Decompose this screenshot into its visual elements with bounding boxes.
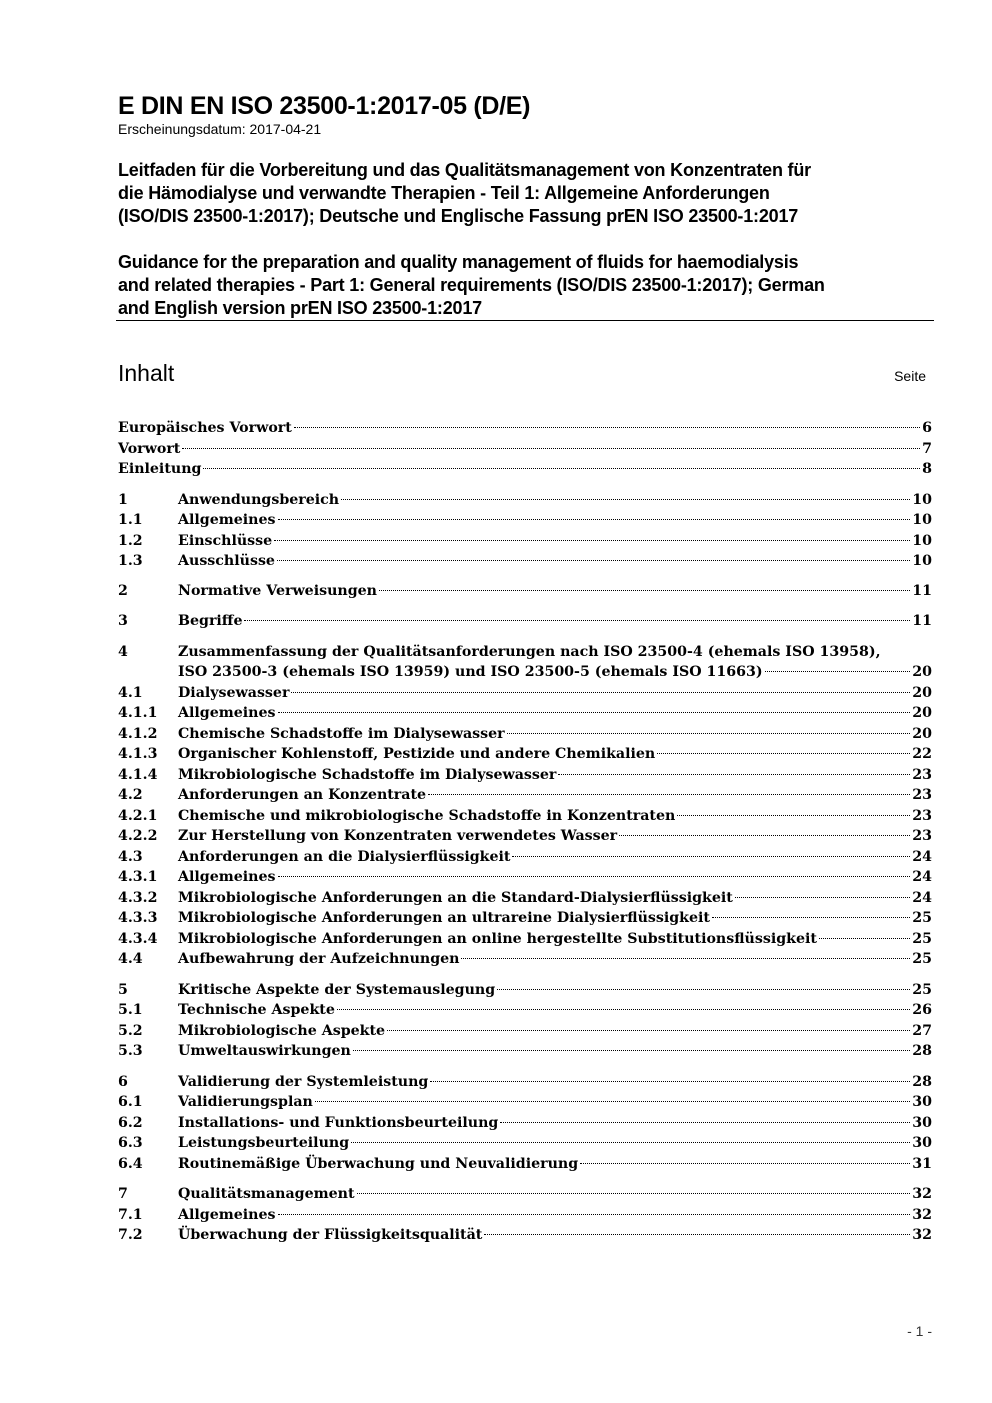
toc-entry-page: 11 — [912, 613, 932, 629]
toc-entry-number: 4.1.2 — [118, 725, 158, 742]
toc-dot-leader — [244, 620, 910, 621]
toc-entry-page: 30 — [912, 1135, 932, 1151]
toc-dot-leader — [315, 1101, 910, 1102]
toc-entry-number: 5.1 — [118, 1002, 143, 1018]
toc-dot-leader — [580, 1163, 910, 1164]
toc-dot-leader — [735, 897, 910, 898]
toc-entry[interactable] — [118, 1092, 932, 1113]
title-english-line: and related therapies - Part 1: General requirements (ISO/DIS 23500-1:2017); German — [118, 275, 825, 295]
toc-entry-page: 6 — [922, 420, 932, 436]
toc-entry[interactable] — [118, 1021, 932, 1042]
title-german-line: Leitfaden für die Vorbereitung und das Qualitätsmanagement von Konzentraten für — [118, 160, 811, 180]
header-divider — [116, 320, 934, 321]
toc-entry-number: 1.2 — [118, 532, 143, 549]
toc-entry-title: Europäisches Vorwort — [118, 420, 292, 436]
toc-entry-number: 1.1 — [118, 512, 143, 528]
toc-dot-leader — [712, 917, 910, 918]
toc-entry-page: 25 — [912, 951, 932, 967]
toc-entry[interactable] — [118, 459, 932, 480]
toc-entry-number: 6 — [118, 1073, 128, 1090]
title-english-line: and English version prEN ISO 23500-1:2017 — [118, 298, 482, 318]
toc-dot-leader — [484, 1234, 910, 1235]
toc-entry[interactable] — [118, 611, 932, 632]
toc-dot-leader — [461, 958, 910, 959]
toc-dot-leader — [677, 815, 910, 816]
toc-dot-leader — [512, 856, 910, 857]
toc-entry-page: 10 — [912, 553, 932, 569]
toc-entry[interactable] — [118, 1225, 932, 1246]
toc-entry-page: 32 — [912, 1206, 932, 1223]
toc-entry-title: Anforderungen an Konzentrate — [178, 787, 427, 803]
toc-entry-title: Mikrobiologische Anforderungen an ultrareine Dialysierflüssigkeit — [178, 910, 710, 926]
toc-entry-title: Einschlüsse — [178, 532, 273, 549]
toc-entry[interactable] — [118, 980, 932, 1001]
toc-dot-leader — [278, 712, 911, 713]
toc-entry[interactable] — [118, 1133, 932, 1154]
toc-dot-leader — [351, 1142, 910, 1143]
toc-entry-title: Routinemäßige Überwachung und Neuvalidierung — [178, 1155, 579, 1172]
page-number: - 1 - — [907, 1323, 932, 1339]
toc-entry[interactable] — [118, 744, 932, 765]
toc-dot-leader — [497, 989, 910, 990]
title-english-line: Guidance for the preparation and quality management of fluids for haemodialysis — [118, 252, 799, 272]
toc-entry-continuation[interactable] — [118, 662, 932, 683]
toc-entry-title: Mikrobiologische Anforderungen an online hergestellte Substitutionsflüssigkeit — [178, 930, 817, 947]
toc-entry-page: 10 — [912, 532, 932, 549]
toc-entry-title: Mikrobiologische Schadstoffe im Dialysewasser — [178, 766, 557, 783]
toc-entry-number: 5.3 — [118, 1043, 143, 1059]
toc-entry-number: 4.3.1 — [118, 869, 158, 885]
toc-entry-number: 6.2 — [118, 1114, 143, 1131]
title-german-line: (ISO/DIS 23500-1:2017); Deutsche und Englische Fassung prEN ISO 23500-1:2017 — [118, 206, 799, 226]
toc-entry[interactable] — [118, 765, 932, 786]
toc-entry-title: Dialysewasser — [178, 684, 290, 701]
toc-entry-number: 5 — [118, 981, 128, 998]
toc-entry-title: Ausschlüsse — [178, 553, 275, 569]
toc-entry-page: 23 — [912, 766, 932, 783]
toc-entry-number: 4.1 — [118, 684, 143, 701]
toc-entry-page: 24 — [912, 848, 932, 865]
toc-entry-title: Zusammenfassung der Qualitätsanforderungen nach ISO 23500-4 (ehemals ISO 13958), — [178, 643, 881, 660]
toc-entry[interactable] — [118, 418, 932, 439]
toc-entry-title: Anwendungsbereich — [178, 491, 340, 508]
toc-entry-title: Allgemeines — [178, 869, 276, 885]
toc-dot-leader — [379, 590, 910, 591]
toc-entry-page: 28 — [912, 1043, 932, 1059]
toc-entry[interactable] — [118, 1154, 932, 1175]
toc-entry-page: 23 — [912, 807, 932, 824]
toc-dot-leader — [430, 1081, 910, 1082]
toc-entry-title: Leistungsbeurteilung — [178, 1135, 350, 1151]
toc-dot-leader — [387, 1030, 910, 1031]
toc-entry-page: 20 — [912, 664, 932, 680]
toc-entry-page: 30 — [912, 1114, 932, 1131]
toc-dot-leader — [353, 1050, 910, 1051]
toc-entry[interactable] — [118, 847, 932, 868]
toc-entry-title: Normative Verweisungen — [178, 582, 377, 599]
toc-entry-title: Zur Herstellung von Konzentraten verwendetes Wasser — [178, 828, 618, 844]
toc-entry-page: 25 — [912, 910, 932, 926]
toc-dot-leader — [278, 519, 911, 520]
toc-entry-number: 4.1.1 — [118, 705, 158, 721]
toc-dot-leader — [500, 1122, 910, 1123]
toc-entry[interactable] — [118, 1072, 932, 1093]
toc-entry-page: 32 — [912, 1186, 932, 1202]
toc-entry-number: 2 — [118, 582, 128, 599]
toc-entry-title: Vorwort — [118, 440, 181, 457]
toc-entry-page: 20 — [912, 705, 932, 721]
toc-entry-number: 4.3 — [118, 848, 143, 865]
toc-entry-title: ISO 23500-3 (ehemals ISO 13959) und ISO 23500-5 (ehemals ISO 11663) — [178, 664, 763, 680]
toc-entry-number: 7.2 — [118, 1227, 143, 1243]
toc-entry[interactable] — [118, 531, 932, 552]
toc-entry-number: 4.2 — [118, 787, 143, 803]
title-english — [118, 251, 938, 320]
toc-entry-title: Allgemeines — [178, 1206, 276, 1223]
toc-entry-page: 25 — [912, 981, 932, 998]
toc-entry-page: 11 — [912, 582, 932, 599]
toc-entry-page: 23 — [912, 828, 932, 844]
toc-entry-page: 31 — [912, 1155, 932, 1172]
toc-entry-number: 4.2.1 — [118, 807, 158, 824]
toc-entry-page: 10 — [912, 512, 932, 528]
toc-entry-number: 6.3 — [118, 1135, 143, 1151]
toc-entry-page: 30 — [912, 1094, 932, 1110]
toc-entry-title: Überwachung der Flüssigkeitsqualität — [178, 1227, 483, 1243]
toc-entry-title: Organischer Kohlenstoff, Pestizide und andere Chemikalien — [178, 746, 656, 762]
toc-entry-page: 25 — [912, 930, 932, 947]
toc-entry-page: 24 — [912, 889, 932, 906]
toc-entry-number: 4.3.2 — [118, 889, 158, 906]
toc-entry[interactable] — [118, 806, 932, 827]
toc-entry[interactable] — [118, 490, 932, 511]
toc-entry[interactable] — [118, 826, 932, 847]
toc-entry[interactable] — [118, 510, 932, 531]
toc-entry-number: 7 — [118, 1186, 128, 1202]
toc-entry-number: 7.1 — [118, 1206, 143, 1223]
toc-entry-number: 6.1 — [118, 1094, 143, 1110]
toc-entry[interactable] — [118, 1041, 932, 1062]
toc-entry-number: 4.2.2 — [118, 828, 158, 844]
toc-dot-leader — [277, 560, 910, 561]
toc-entry[interactable] — [118, 724, 932, 745]
toc-dot-leader — [507, 733, 911, 734]
toc-entry-number: 1 — [118, 491, 128, 508]
toc-entry-number: 4.4 — [118, 951, 143, 967]
toc-dot-leader — [337, 1009, 910, 1010]
toc-entry-number: 4.3.3 — [118, 910, 158, 926]
toc-entry[interactable] — [118, 551, 932, 572]
toc-entry-page: 26 — [912, 1002, 932, 1018]
toc-entry-title: Chemische und mikrobiologische Schadstoffe in Konzentraten — [178, 807, 676, 824]
toc-entry[interactable] — [118, 867, 932, 888]
toc-entry[interactable] — [118, 703, 932, 724]
toc-entry-page: 24 — [912, 869, 932, 885]
toc-entry-title: Mikrobiologische Aspekte — [178, 1022, 386, 1039]
toc-dot-leader — [294, 427, 920, 428]
toc-entry-page: 22 — [912, 746, 932, 762]
toc-entry-number: 4 — [118, 643, 128, 660]
toc-entry-title: Aufbewahrung der Aufzeichnungen — [178, 951, 460, 967]
toc-dot-leader — [278, 1214, 911, 1215]
toc-entry-number: 4.1.4 — [118, 766, 158, 783]
toc-entry-title: Validierung der Systemleistung — [178, 1073, 429, 1090]
toc-entry-number: 1.3 — [118, 553, 143, 569]
toc-entry[interactable] — [118, 1113, 932, 1134]
table-of-contents — [118, 418, 932, 1246]
toc-entry-title: Mikrobiologische Anforderungen an die Standard-Dialysierflüssigkeit — [178, 889, 733, 906]
toc-entry-page: 23 — [912, 787, 932, 803]
toc-entry-title: Allgemeines — [178, 705, 276, 721]
toc-dot-leader — [182, 448, 920, 449]
toc-entry[interactable] — [118, 929, 932, 950]
toc-entry-title: Umweltauswirkungen — [178, 1043, 351, 1059]
toc-entry-number: 5.2 — [118, 1022, 143, 1039]
toc-entry-page: 8 — [922, 461, 932, 477]
toc-entry[interactable] — [118, 1205, 932, 1226]
toc-entry-title: Begriffe — [178, 613, 243, 629]
toc-entry-title: Einleitung — [118, 461, 202, 477]
toc-entry[interactable] — [118, 642, 932, 663]
toc-entry-title: Installations- und Funktionsbeurteilung — [178, 1114, 499, 1131]
toc-entry-page: 10 — [912, 491, 932, 508]
toc-entry[interactable] — [118, 949, 932, 970]
publication-date: Erscheinungsdatum: 2017-04-21 — [118, 121, 322, 137]
toc-dot-leader — [291, 692, 910, 693]
toc-entry-title: Kritische Aspekte der Systemauslegung — [178, 981, 496, 998]
toc-entry-number: 4.1.3 — [118, 746, 158, 762]
toc-entry-page: 20 — [912, 725, 932, 742]
toc-dot-leader — [558, 774, 910, 775]
toc-entry[interactable] — [118, 908, 932, 929]
toc-entry-page: 28 — [912, 1073, 932, 1090]
toc-entry-title: Technische Aspekte — [178, 1002, 335, 1018]
toc-entry-page: 7 — [922, 440, 932, 457]
toc-dot-leader — [619, 835, 910, 836]
toc-dot-leader — [765, 671, 911, 672]
toc-page-label: Seite — [894, 368, 926, 384]
toc-entry[interactable] — [118, 439, 932, 460]
toc-entry[interactable] — [118, 1184, 932, 1205]
toc-entry-page: 20 — [912, 684, 932, 701]
toc-entry[interactable] — [118, 581, 932, 602]
toc-dot-leader — [278, 876, 911, 877]
toc-entry-number: 3 — [118, 613, 128, 629]
toc-entry[interactable] — [118, 888, 932, 909]
toc-entry-title: Anforderungen an die Dialysierflüssigkeit — [178, 848, 511, 865]
toc-dot-leader — [341, 499, 910, 500]
toc-dot-leader — [657, 753, 910, 754]
toc-dot-leader — [357, 1193, 911, 1194]
toc-entry-page: 27 — [912, 1022, 932, 1039]
toc-entry-page: 32 — [912, 1227, 932, 1243]
title-german — [118, 159, 938, 228]
toc-entry-title: Qualitätsmanagement — [178, 1186, 355, 1202]
toc-dot-leader — [428, 794, 910, 795]
toc-entry-number: 4.3.4 — [118, 930, 158, 947]
toc-dot-leader — [203, 468, 920, 469]
title-german-line: die Hämodialyse und verwandte Therapien - Teil 1: Allgemeine Anforderungen — [118, 183, 770, 203]
toc-dot-leader — [274, 540, 910, 541]
toc-entry-number: 6.4 — [118, 1155, 143, 1172]
toc-heading: Inhalt — [118, 360, 175, 386]
toc-entry[interactable] — [118, 683, 932, 704]
toc-entry-title: Validierungsplan — [178, 1094, 313, 1110]
toc-dot-leader — [819, 938, 910, 939]
toc-entry-title: Chemische Schadstoffe im Dialysewasser — [178, 725, 505, 742]
document-id: E DIN EN ISO 23500-1:2017-05 (D/E) — [118, 92, 531, 120]
toc-entry-title: Allgemeines — [178, 512, 276, 528]
toc-entry[interactable] — [118, 1000, 932, 1021]
toc-entry[interactable] — [118, 785, 932, 806]
